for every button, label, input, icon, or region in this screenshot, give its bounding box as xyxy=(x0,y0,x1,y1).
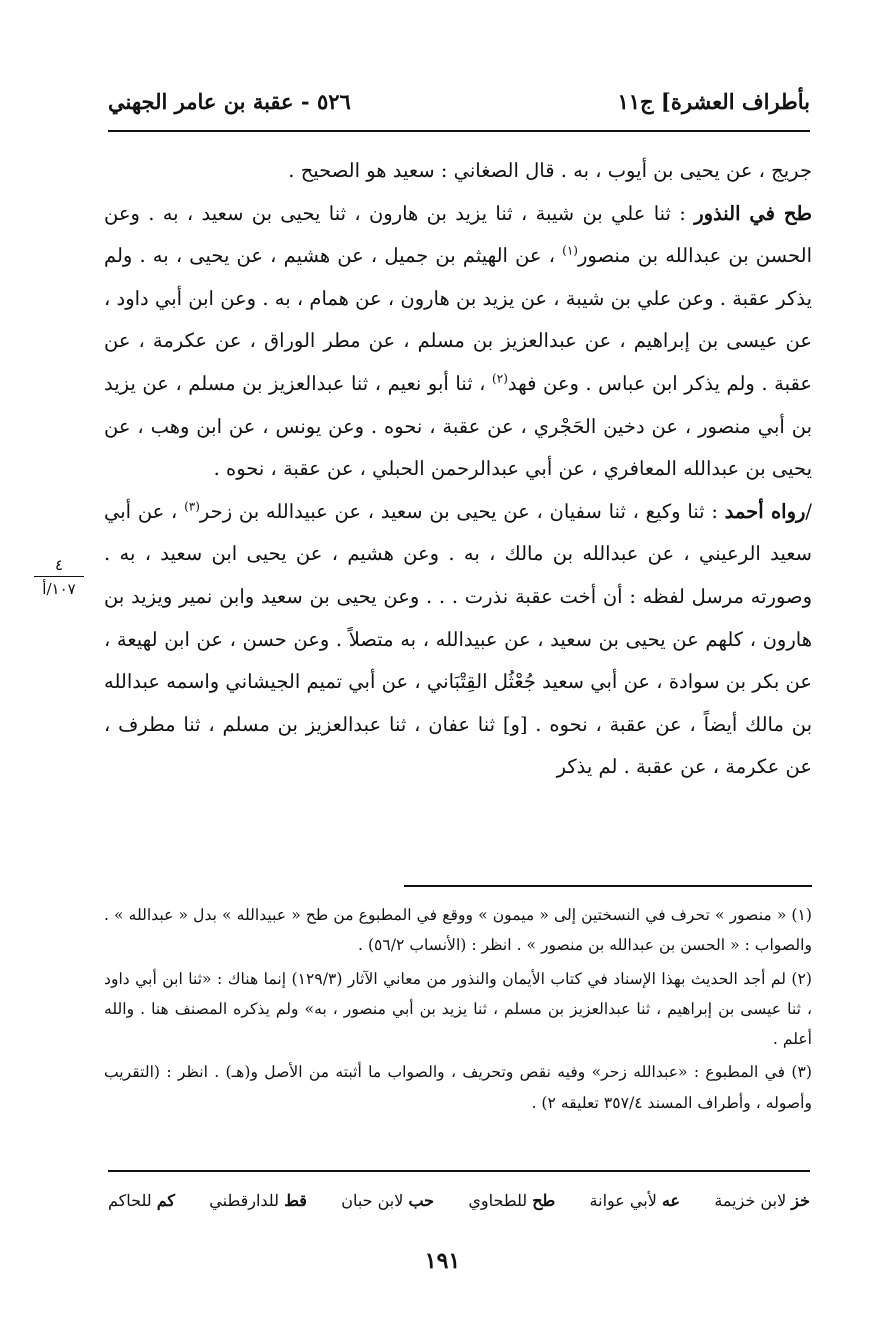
footnote-ref-2[interactable]: (٢) xyxy=(492,371,508,386)
abbr-code: خز xyxy=(791,1191,810,1210)
abbr-item xyxy=(341,1186,434,1216)
paragraph-text: ، عن الهيثم بن جميل ، عن هشيم ، عن يحيى ، به . ولم يذكر عقبة . وعن علي بن شيبة ، عن يزيد بن هارون ، عن همام ، به . وعن ابن أبي داود ، عن عيسى بن إبراهيم ، عن عبدالعزيز بن مسلم ، عن مطر الوراق ، عن عكرمة ، عن عقبة . ولم يذكر ابن عباس . وعن فهد xyxy=(104,244,813,395)
page-number: ١٩١ xyxy=(424,1248,461,1274)
abbreviation-key xyxy=(108,1186,810,1216)
abbr-item xyxy=(108,1186,175,1216)
continuation-line xyxy=(104,150,812,193)
bottom-divider xyxy=(108,1170,810,1172)
folio-reference: ١٠٧/أ xyxy=(42,580,76,598)
paragraph-text: : ثنا علي بن شيبة ، ثنا يزيد بن هارون ، ثنا يحيى بن سعيد ، به . وعن الحسن بن عبدالله بن منصور xyxy=(104,201,812,268)
abbr-item xyxy=(714,1186,810,1216)
main-text xyxy=(104,150,812,789)
abbr-item xyxy=(209,1186,307,1216)
paragraph-text: ، عن أبي سعيد الرعيني ، عن عبدالله بن مالك ، به . وعن هشيم ، عن يحيى ابن سعيد ، به . وصورته مرسل لفظه : أن أخت عقبة نذرت . . . وعن يحيى بن سعيد وابن نمير ويزيد بن هارون ، كلهم عن يحيى بن سعيد ، عن عبيدالله ، به متصلاً . وعن حسن ، عن ابن لهيعة ، عن بكر بن سوادة ، عن أبي سعيد جُعْثُل القِتْبَاني ، عن أبي تميم الجيشاني واسمه عبدالله بن مالك أيضاً ، عن عقبة ، نحوه . [و] ثنا عفان ، ثنا عبدالعزيز بن مسلم ، ثنا مطرف ، عن عكرمة ، عن عقبة . لم يذكر xyxy=(104,499,812,779)
running-header xyxy=(108,82,810,122)
footnote-divider xyxy=(404,885,812,887)
abbr-name: لأبي عوانة xyxy=(589,1191,657,1210)
header-volume-title: بأطراف العشرة] ج١١ xyxy=(617,89,810,114)
abbr-code: طح xyxy=(532,1191,556,1210)
continuation-text: جريج ، عن يحيى بن أيوب ، به . قال الصغاني : سعيد هو الصحيح . xyxy=(288,159,812,182)
footnote-ref-3[interactable]: (٣) xyxy=(184,499,200,514)
abbr-code: عه xyxy=(661,1191,681,1210)
footnotes xyxy=(104,900,812,1118)
folio-divider xyxy=(34,576,84,577)
abbr-name: للدارقطني xyxy=(209,1191,279,1210)
paragraph-text: ، ثنا أبو نعيم ، ثنا عبدالعزيز بن مسلم ، عن يزيد بن أبي منصور ، عن دخين الحَجْري ، عن عقبة ، نحوه . وعن يونس ، عن ابن وهب ، عن يحيى بن عبدالله المعافري ، عن أبي عبدالرحمن الحبلي ، عن عقبة ، نحوه . xyxy=(104,371,812,481)
abbr-code: كم xyxy=(156,1191,175,1210)
source-ahmad-label: رواه أحمد xyxy=(724,499,806,523)
abbr-name: لابن خزيمة xyxy=(714,1191,787,1210)
abbr-name: للطحاوي xyxy=(468,1191,528,1210)
footnote-2: (٢) لم أجد الحديث بهذا الإسناد في كتاب الأيمان والنذور من معاني الآثار (١٢٩/٣) إنما هناك : «ثنا ابن أبي داود ، ثنا عيسى بن إبراهيم ، ثنا عبدالعزيز بن مسلم ، ثنا يزيد بن أبي منصور ، به» ولم يذكره المصنف هنا . والله أعلم . xyxy=(104,969,812,1049)
paragraph-tahawi xyxy=(104,193,812,491)
folio-number: ٤ xyxy=(54,556,64,574)
paragraph-ahmad xyxy=(104,491,812,789)
abbr-name: للحاكم xyxy=(108,1191,152,1210)
footnote-3: (٣) في المطبوع : «عبدالله زحر» وفيه نقص وتحريف ، والصواب ما أثبته من الأصل و(هـ) . انظر : (التقريب وأصوله ، وأطراف المسند ٣٥٧/٤ تعليقه ٢) . xyxy=(104,1063,812,1112)
source-tahawi-label: طح في النذور xyxy=(694,201,812,225)
footnote-1: (١) « منصور » تحرف في النسختين إلى « ميمون » ووقع في المطبوع من طح « عبيدالله » بدل « عبدالله » . والصواب : « الحسن بن عبدالله بن منصور » . انظر : (الأنساب ٥٦/٢) . xyxy=(104,906,812,955)
abbr-name: لابن حبان xyxy=(341,1191,404,1210)
footnote-ref-1[interactable]: (١) xyxy=(562,243,578,258)
abbr-code: قط xyxy=(284,1191,307,1210)
paragraph-text: : ثنا وكيع ، ثنا سفيان ، عن يحيى بن سعيد ، عن عبيدالله بن زحر xyxy=(199,499,718,523)
abbr-item xyxy=(468,1186,555,1216)
folio-slash: / xyxy=(805,499,812,523)
abbr-item xyxy=(590,1186,681,1216)
abbr-code: حب xyxy=(408,1191,435,1210)
header-divider xyxy=(108,130,810,132)
header-chapter-title: ٥٢٦ - عقبة بن عامر الجهني xyxy=(108,89,351,114)
manuscript-folio-note xyxy=(28,556,90,598)
